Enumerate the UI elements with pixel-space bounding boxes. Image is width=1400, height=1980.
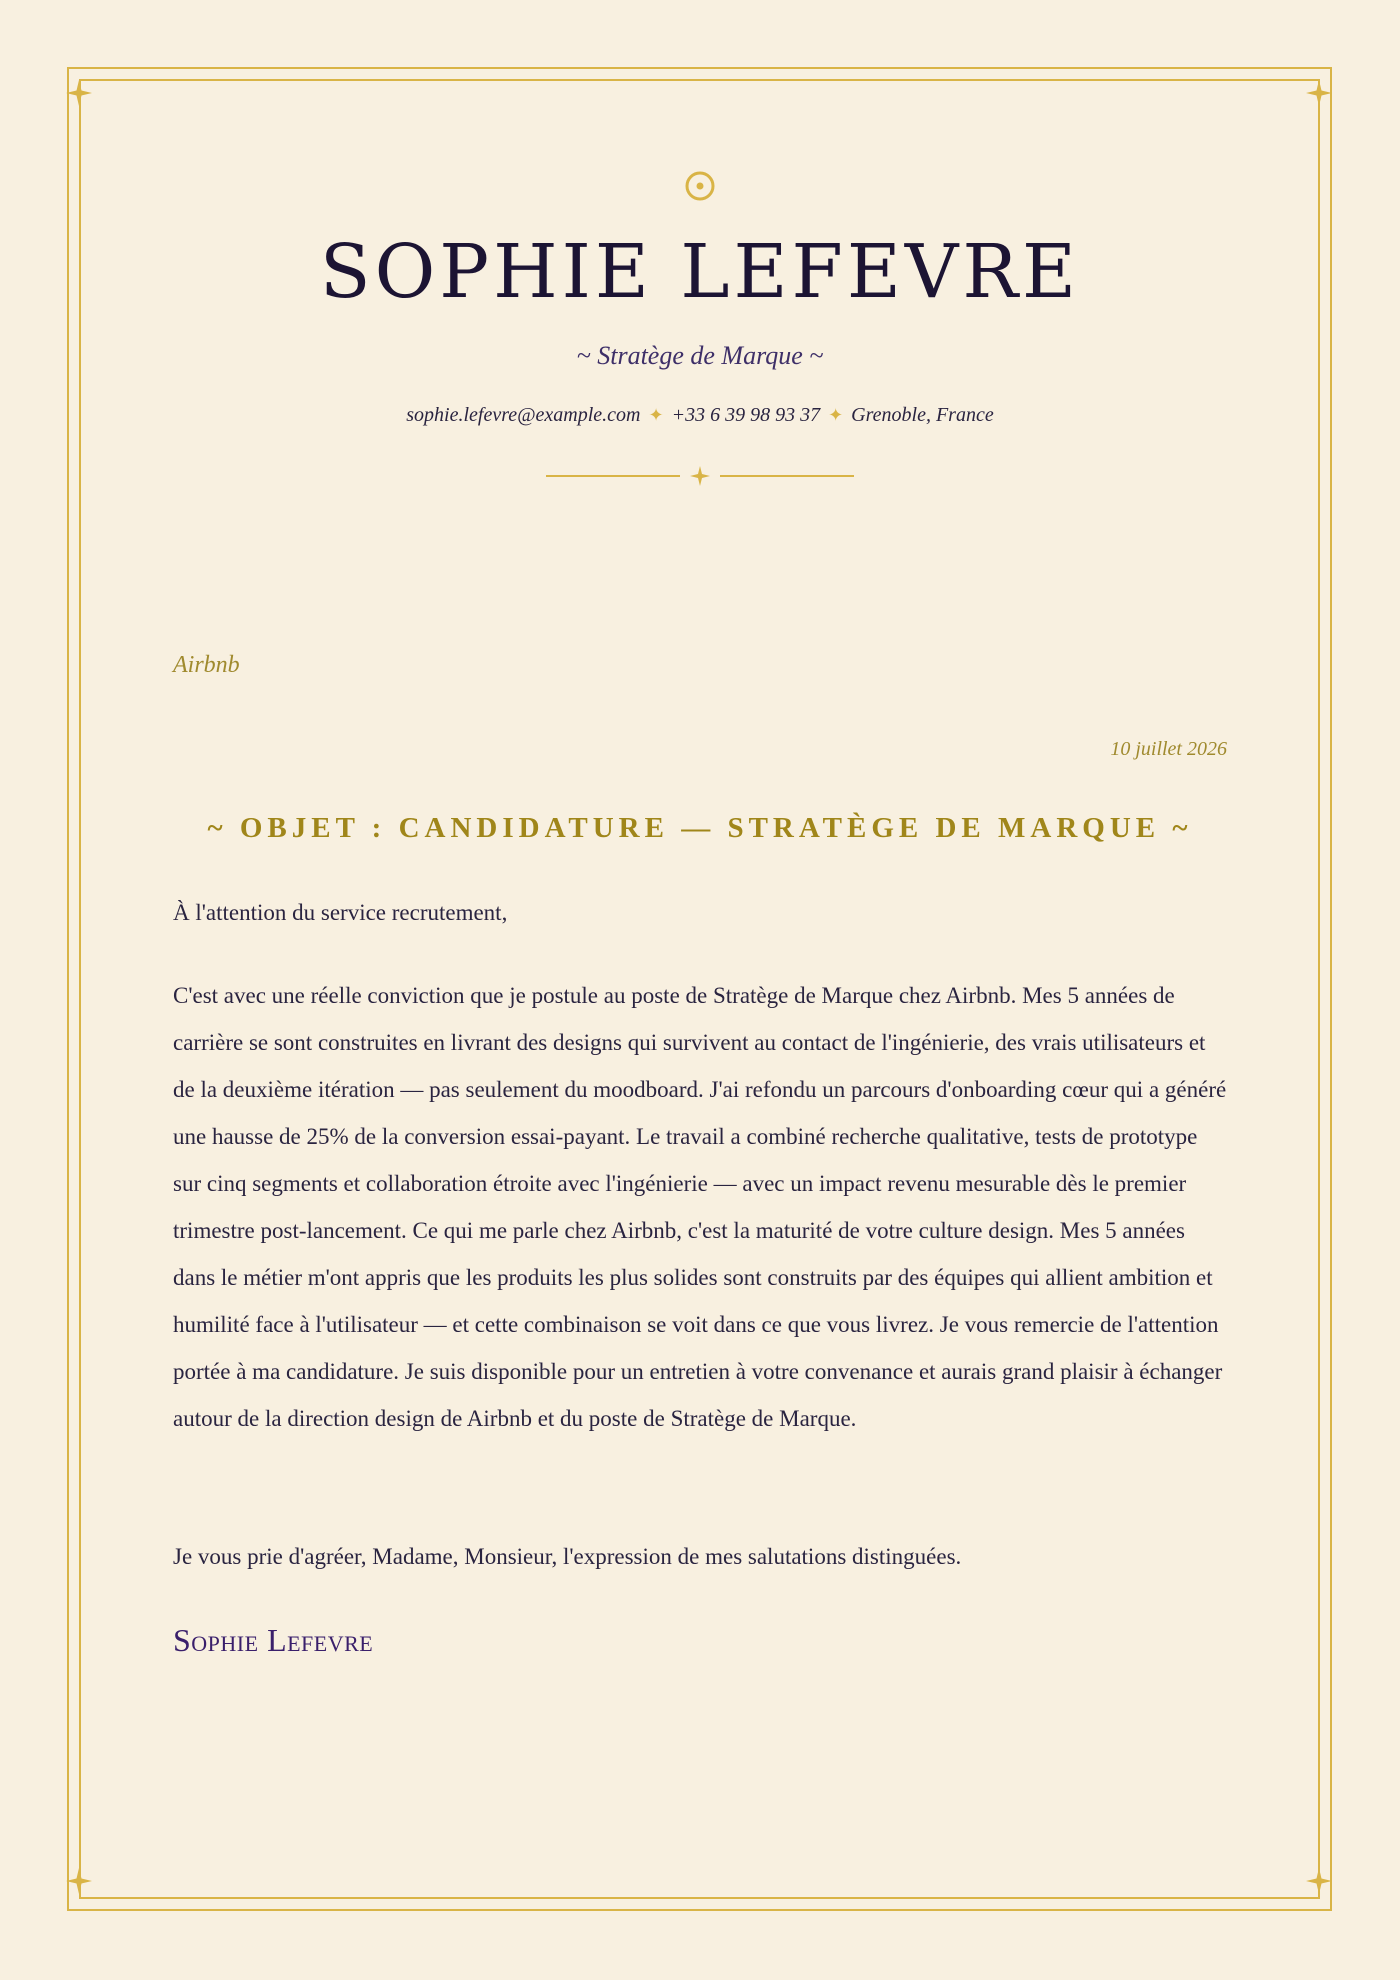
- contact-line: [0, 400, 1400, 430]
- corner-star-icon: [1306, 80, 1332, 106]
- corner-star-icon: [1306, 1868, 1332, 1894]
- phone-link[interactable]: +33 6 39 98 93 37: [671, 404, 821, 426]
- divider-line: [546, 475, 680, 477]
- letter-greeting: À l'attention du service recrutement,: [173, 900, 508, 925]
- candidate-name: SOPHIE LEFEVRE: [319, 229, 1081, 315]
- divider-star-icon: [690, 464, 710, 488]
- letter-closing: Je vous prie d'agréer, Madame, Monsieur, l'expression de mes salutations distinguées.: [173, 1544, 962, 1569]
- corner-star-icon: [66, 80, 92, 106]
- job-title: ~ Stratège de Marque ~: [576, 341, 824, 370]
- corner-star-icon: [66, 1868, 92, 1894]
- location-text: Grenoble, France: [851, 404, 994, 426]
- circle-dot-icon: [684, 170, 716, 202]
- divider-line: [720, 475, 854, 477]
- recipient-company: Airbnb: [173, 652, 240, 678]
- email-link[interactable]: sophie.lefevre@example.com: [406, 404, 641, 426]
- signature: Sophie Lefevre: [173, 1622, 374, 1658]
- header-divider: [546, 464, 854, 488]
- separator-star-icon: ✦: [828, 405, 844, 425]
- letter-subject: ~ OBJET : CANDIDATURE — STRATÈGE DE MARQUE ~: [207, 812, 1193, 844]
- separator-star-icon: ✦: [648, 405, 664, 425]
- letter-date: 10 juillet 2026: [1110, 738, 1227, 760]
- letter-body: C'est avec une réelle conviction que je postule au poste de Stratège de Marque chez Airbnb. Mes 5 années de carrière se sont construites en livrant des designs qui survivent au contact de l'ingénierie, des vrais utilisateurs et de la deuxième itération — pas seulement du moodboard. J'ai refondu un parcours d'onboarding cœur qui a généré une hausse de 25% de la conversion essai-payant. Le travail a combiné recherche qualitative, tests de prototype sur cinq segments et collaboration étroite avec l'ingénierie — avec un impact revenu mesurable dès le premier trimestre post-lancement. Ce qui me parle chez Airbnb, c'est la maturité de votre culture design. Mes 5 années dans le métier m'ont appris que les produits les plus solides sont construits par des équipes qui allient ambition et humilité face à l'utilisateur — et cette combinaison se voit dans ce que vous livrez. Je vous remercie de l'attention portée à ma candidature. Je suis disponible pour un entretien à votre convenance et aurais grand plaisir à échanger autour de la direction design de Airbnb et du poste de Stratège de Marque.: [173, 983, 1227, 1431]
